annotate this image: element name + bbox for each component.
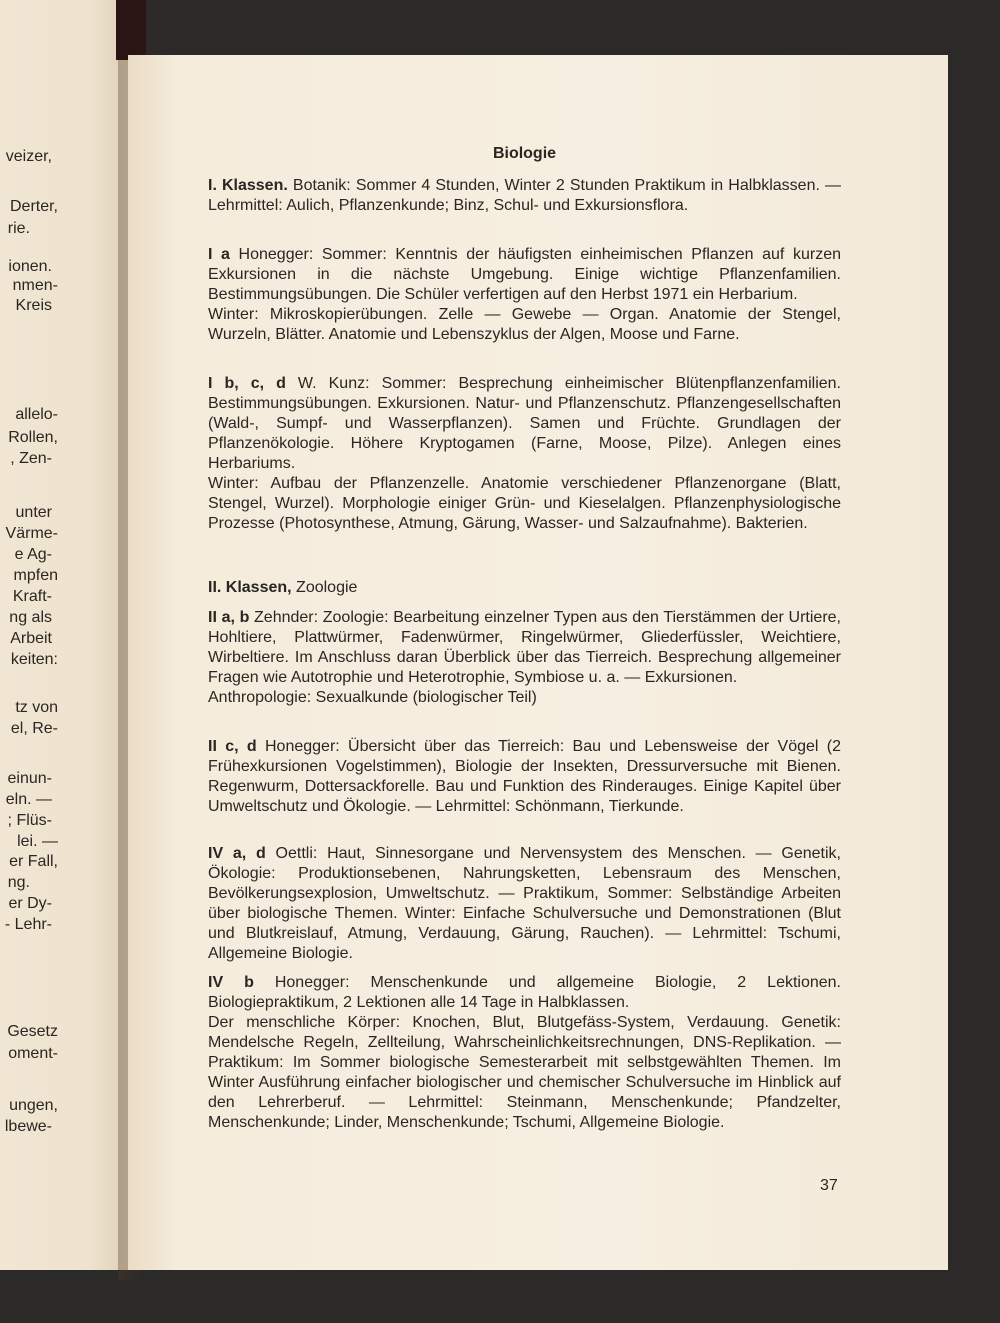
section-2ab [208,608,841,708]
section-text: Honegger: Menschenkunde und allgemeine Biologie, 2 Lektionen. Biologiepraktikum, 2 Lektionen alle 14 Tage in Halbklassen. [208,974,842,1011]
section-klassen-2 [208,578,841,598]
left-page-fragment: Kreis [15,297,52,314]
section-text: Zoologie [291,579,358,596]
section-text: Oettli: Haut, Sinnesorgane und Nervensystem des Menschen. — Genetik, Ökologie: Produktionsebenen, Nahrungsketten, Lebensraum des Menschen, Bevölkerungsexplosion, Umweltschutz. — Praktikum, Sommer: Selbständige Arbeiten über biologische Themen. Winter: Einfache Schulversuche und Demonstrationen (Blut und Blutkreislauf, Atmung, Verdauung, Gärung, Rauchen). — Lehrmittel: Tschumi, Allgemeine Biologie. [208,845,842,962]
right-page [128,55,948,1270]
section-lead: II. Klassen, [208,579,292,596]
left-page-fragment: mpfen [13,567,58,584]
spine-mark [116,0,146,60]
left-page-fragment: e Ag- [14,546,52,563]
section-text: Honegger: Übersicht über das Tierreich: Bau und Lebensweise der Vögel (2 Frühexkursionen Vogelstimmen), Biologie der Insekten, Dressurversuche mit Bienen. Regenwurm, Dottersackforelle. Bau und Funktion des Rinderauges. Einige Kapitel über Umweltschutz und Ökologie. — Lehrmittel: Schönmann, Tierkunde. [208,738,841,815]
section-lead: II c, d [208,738,257,755]
page-title: Biologie [492,145,557,162]
left-page-fragment: rie. [7,220,30,237]
left-page-fragment: oment- [8,1045,58,1062]
left-page-fragment: ng als [9,609,52,626]
left-page-fragment: allelo- [15,406,58,423]
section-text: Honegger: Sommer: Kenntnis der häufigsten einheimischen Pflanzen auf kurzen Exkursionen in die nächste Umgebung. Einige wichtige Pflanzenfamilien. Bestimmungsübungen. Die Schüler verfertigen auf den Herbst 1971 ein Herbarium. [208,246,841,303]
section-text: Zehnder: Zoologie: Bearbeitung einzelner Typen aus den Tierstämmen der Urtiere, Hohltiere, Plattwürmer, Fadenwürmer, Ringelwürmer, Gliederfüssler, Weichtiere, Wirbeltiere. Im Anschluss daran Überblick über das Tierreich. Besprechung allgemeiner Fragen wie Autotrophie und Heterotrophie, Symbiose u. a. — Exkursionen. [208,609,841,686]
left-page-fragment: er Dy- [8,895,52,912]
section-4ad [208,844,841,964]
left-page-fragment: lei. — [17,833,58,850]
section-text-anthropologie: Anthropologie: Sexualkunde (biologischer Teil) [208,689,537,706]
left-page-fragment: unter [15,504,52,521]
section-1bcd [208,374,841,534]
left-page-fragment: el, Re- [10,720,58,737]
left-page-fragment: einun- [7,770,52,787]
left-page-fragment: Derter, [9,198,58,215]
left-page-fragment: Gesetz [7,1023,58,1040]
left-page-fragment: keiten: [10,651,58,668]
section-4b [208,973,841,1133]
left-page-fragment: ionen. [8,258,52,275]
page-number: 37 [820,1177,838,1194]
section-2cd [208,737,841,817]
left-page-fragment: nmen- [12,277,58,294]
left-page-fragment: ; Flüs- [7,812,52,829]
left-page-fragment: - Lehr- [4,916,52,933]
section-lead: II a, b [208,609,250,626]
section-text: Botanik: Sommer 4 Stunden, Winter 2 Stunden Praktikum in Halbklassen. — Lehrmittel: Aulich, Pflanzenkunde; Binz, Schul- und Exkursionsflora. [208,177,842,214]
left-page-fragment: ng. [7,874,30,891]
section-text-koerper: Der menschliche Körper: Knochen, Blut, Blutgefäss-System, Verdauung. Genetik: Mendelsche Regeln, Zellteilung, Wahrscheinlichkeitsrechnungen, DNS-Replikation. — Praktikum: Im Sommer biologische Semesterarbeit mit selbstgewählten Themen. Im Winter Ausführung einfacher biologischer und chemischer Schulversuche im Hinblick auf den Lehrerberuf. — Lehrmittel: Steinmann, Menschenkunde; Pfandzelter, Menschenkunde; Linder, Menschenkunde; Tschumi, Allgemeine Biologie. [208,1014,841,1131]
section-1a [208,245,841,345]
section-text-winter: Winter: Mikroskopierübungen. Zelle — Gewebe — Organ. Anatomie der Stengel, Wurzeln, Blätter. Anatomie und Lebenszyklus der Algen, Moose und Farne. [208,306,841,343]
section-lead: I a [208,246,230,263]
section-lead: IV b [208,974,254,991]
left-page-fragment: Arbeit [10,630,52,647]
section-lead: I b, c, d [208,375,286,392]
left-page-fragment: Kraft- [12,588,52,605]
left-page-fragment: veizer, [5,148,52,165]
left-page-fragment: Rollen, [8,429,58,446]
left-page-fragment: tz von [15,699,58,716]
left-page-fragment: ungen, [9,1097,58,1114]
left-page-fragment: , Zen- [10,450,52,467]
section-lead: IV a, d [208,845,266,862]
section-text-winter: Winter: Aufbau der Pflanzenzelle. Anatomie verschiedener Pflanzenorgane (Blatt, Stengel, Wurzel). Morphologie einiger Grün- und Kieselalgen. Pflanzenphysiologische Prozesse (Photosynthese, Atmung, Gärung, Wasser- und Salzaufnahme). Bakterien. [208,475,841,532]
left-page-fragment: Värme- [5,525,58,542]
section-klassen-1 [208,176,841,216]
left-page-fragment: eln. — [5,791,52,808]
section-text: W. Kunz: Sommer: Besprechung einheimischer Blütenpflanzenfamilien. Bestimmungsübungen. Exkursionen. Natur- und Pflanzenschutz. Pflanzengesellschaften (Wald-, Sumpf- und Wasserpflanzen). Samen und Früchte. Grundlagen der Pflanzenökologie. Höhere Kryptogamen (Farne, Moose, Pilze). Anlegen eines Herbariums. [208,375,841,472]
left-page-fragment: lbewe- [4,1118,52,1135]
left-page [0,0,128,1270]
section-lead: I. Klassen. [208,177,288,194]
left-page-fragment: er Fall, [9,853,58,870]
